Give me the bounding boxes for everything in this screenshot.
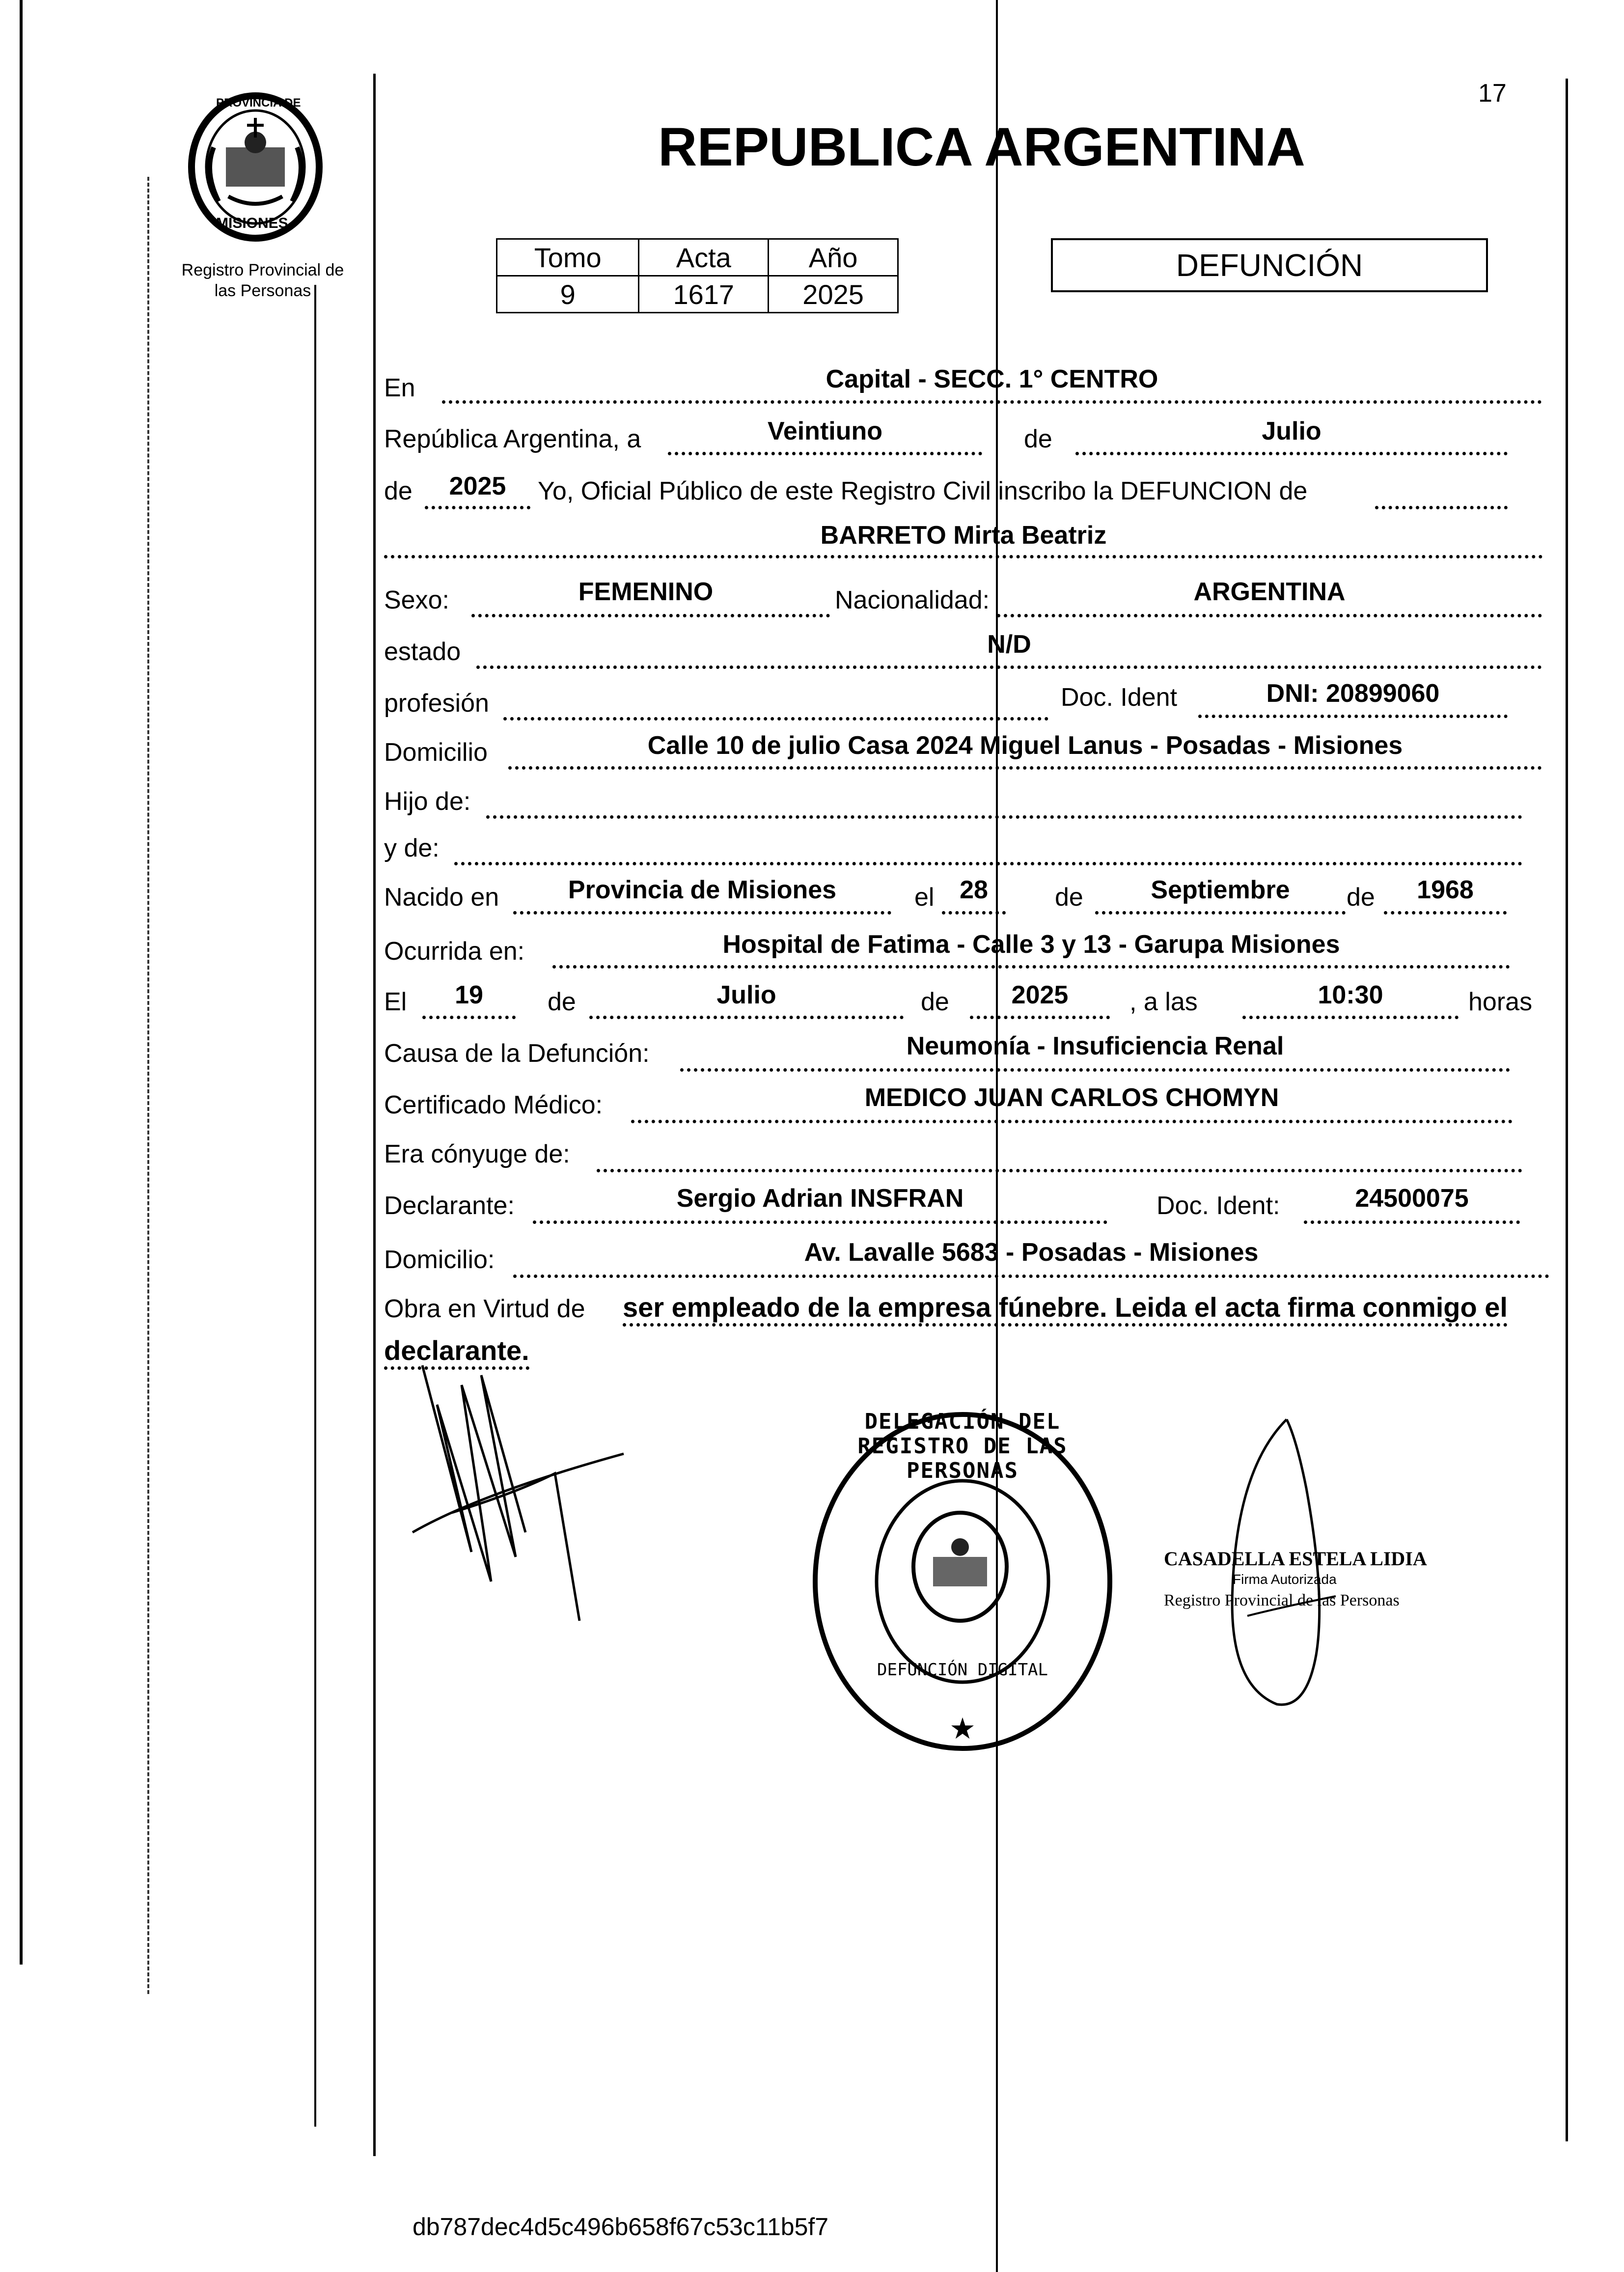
el-label: el xyxy=(914,883,935,912)
obra-text-line1: ser empleado de la empresa fúnebre. Leida el acta firma conmigo el xyxy=(623,1292,1508,1327)
sexo-value: FEMENINO xyxy=(578,578,714,606)
yo-statement: Yo, Oficial Público de este Registro Civil inscribo la DEFUNCION de xyxy=(538,477,1308,505)
declarante-label: Declarante: xyxy=(384,1191,515,1220)
defuncion-de-line xyxy=(1375,506,1508,509)
profesion-line xyxy=(503,717,1048,720)
registry-value-acta: 1617 xyxy=(639,276,769,313)
declarante-line xyxy=(533,1220,1107,1224)
hijo-de-label: Hijo de: xyxy=(384,787,471,816)
margin-line-2 xyxy=(373,74,376,2156)
registry-value-row xyxy=(497,276,898,313)
de-label-1: de xyxy=(1024,425,1052,453)
ocurrida-en-label: Ocurrida en: xyxy=(384,937,525,966)
document-hash: db787dec4d5c496b658f67c53c11b5f7 xyxy=(413,2213,829,2241)
death-month-line xyxy=(589,1016,904,1019)
registry-header-row xyxy=(497,239,898,276)
right-margin-line xyxy=(1566,79,1568,2141)
nacionalidad-value: ARGENTINA xyxy=(1193,578,1346,606)
y-de-line xyxy=(454,862,1522,865)
conyuge-label: Era cónyuge de: xyxy=(384,1140,570,1168)
domicilio-label: Domicilio xyxy=(384,738,488,767)
death-day-line xyxy=(422,1016,516,1019)
doc-ident-label: Doc. Ident xyxy=(1061,683,1178,712)
de-label-2: de xyxy=(384,477,413,505)
svg-text:★: ★ xyxy=(949,1712,976,1746)
conyuge-line xyxy=(597,1169,1522,1172)
day-words-line xyxy=(668,452,982,455)
deceased-name-value: BARRETO Mirta Beatriz xyxy=(820,521,1107,550)
profesion-label: profesión xyxy=(384,689,489,718)
year-value: 2025 xyxy=(449,472,506,500)
y-de-label: y de: xyxy=(384,834,440,862)
left-edge-line xyxy=(20,0,23,1965)
birth-year-line xyxy=(1384,911,1507,914)
obra-text-line2: declarante. xyxy=(384,1335,529,1370)
nacido-en-line xyxy=(513,911,891,914)
margin-line-1 xyxy=(314,285,316,2127)
causa-value: Neumonía - Insuficiencia Renal xyxy=(906,1032,1284,1060)
left-dash-line xyxy=(147,177,149,1994)
death-time-value: 10:30 xyxy=(1318,981,1383,1009)
seal-text-bottom: MISIONES xyxy=(216,215,288,231)
month-line xyxy=(1075,452,1508,455)
sexo-line xyxy=(471,614,830,617)
nacionalidad-label: Nacionalidad: xyxy=(835,586,990,614)
day-words-value: Veintiuno xyxy=(768,417,882,445)
death-month-value: Julio xyxy=(716,981,776,1009)
signer-role: Firma Autorizada xyxy=(1233,1572,1337,1587)
estado-value: N/D xyxy=(987,630,1031,659)
registry-header-anio: Año xyxy=(769,239,898,276)
registry-name-line2: las Personas xyxy=(214,281,311,300)
doc-ident-line-2 xyxy=(1304,1220,1520,1224)
registry-header-acta: Acta xyxy=(639,239,769,276)
declarante-value: Sergio Adrian INSFRAN xyxy=(676,1184,964,1213)
birth-year-value: 1968 xyxy=(1417,876,1474,904)
month-value: Julio xyxy=(1262,417,1321,445)
de-label-6: de xyxy=(921,988,949,1016)
certificado-line xyxy=(631,1120,1513,1123)
location-value: Capital - SECC. 1° CENTRO xyxy=(826,365,1158,393)
stamp-ring-text: DELEGACIÓN DEL REGISTRO DE LAS PERSONAS xyxy=(857,1409,1068,1483)
page-number: 17 xyxy=(1478,79,1507,108)
ocurrida-en-line xyxy=(552,965,1510,969)
center-fold-line xyxy=(996,0,998,2272)
de-label-5: de xyxy=(548,988,576,1016)
domicilio-line-2 xyxy=(513,1275,1549,1278)
page-title: REPUBLICA ARGENTINA xyxy=(658,117,1305,177)
certificado-value: MEDICO JUAN CARLOS CHOMYN xyxy=(864,1083,1279,1112)
de-label-3: de xyxy=(1055,883,1083,912)
ocurrida-en-value: Hospital de Fatima - Calle 3 y 13 - Garupa Misiones xyxy=(722,930,1340,959)
birth-month-line xyxy=(1095,911,1346,914)
registry-header-tomo: Tomo xyxy=(497,239,639,276)
death-year-value: 2025 xyxy=(1011,981,1069,1009)
obra-label: Obra en Virtud de xyxy=(384,1295,585,1323)
year-line xyxy=(425,506,530,509)
doc-ident-line xyxy=(1198,715,1508,718)
registry-name-line1: Registro Provincial de xyxy=(181,261,344,279)
nacido-en-label: Nacido en xyxy=(384,883,499,912)
domicilio-value-2: Av. Lavalle 5683 - Posadas - Misiones xyxy=(804,1238,1259,1267)
doc-type-label: DEFUNCIÓN xyxy=(1176,248,1363,283)
doc-ident-value: DNI: 20899060 xyxy=(1266,679,1440,708)
sexo-label: Sexo: xyxy=(384,586,449,614)
horas-label: horas xyxy=(1468,988,1533,1016)
location-line xyxy=(442,400,1542,404)
doc-ident-value-2: 24500075 xyxy=(1355,1184,1469,1213)
causa-label: Causa de la Defunción: xyxy=(384,1039,650,1068)
declarant-signature xyxy=(393,1346,648,1640)
nacido-en-value: Provincia de Misiones xyxy=(568,876,837,904)
hijo-de-line xyxy=(486,815,1522,819)
death-day-value: 19 xyxy=(455,981,483,1009)
nacionalidad-line xyxy=(997,614,1542,617)
signer-org: Registro Provincial de las Personas xyxy=(1164,1591,1400,1609)
certificado-label: Certificado Médico: xyxy=(384,1091,603,1119)
estado-label: estado xyxy=(384,637,461,666)
causa-line xyxy=(680,1068,1510,1072)
domicilio-label-2: Domicilio: xyxy=(384,1246,495,1274)
estado-line xyxy=(476,665,1542,669)
birth-day-value: 28 xyxy=(960,876,988,904)
deceased-name-line xyxy=(384,555,1543,558)
birth-month-value: Septiembre xyxy=(1151,876,1290,904)
registry-table xyxy=(496,238,899,313)
doc-type-box xyxy=(1051,238,1488,292)
el-label-2: El xyxy=(384,988,407,1016)
doc-ident-label-2: Doc. Ident: xyxy=(1156,1191,1280,1220)
registry-value-anio: 2025 xyxy=(769,276,898,313)
en-label: En xyxy=(384,374,415,402)
signer-name: CASADELLA ESTELA LIDIA xyxy=(1164,1548,1427,1570)
death-time-line xyxy=(1242,1016,1459,1019)
a-las-label: , a las xyxy=(1129,988,1198,1016)
seal-text-top: PROVINCIA DE xyxy=(216,96,301,110)
death-year-line xyxy=(970,1016,1110,1019)
registry-value-tomo: 9 xyxy=(497,276,639,313)
stamp-inner-text: DEFUNCIÓN DIGITAL xyxy=(877,1660,1048,1680)
birth-day-line xyxy=(942,911,1006,914)
domicilio-value: Calle 10 de julio Casa 2024 Miguel Lanus - Posadas - Misiones xyxy=(647,731,1403,760)
domicilio-line xyxy=(508,766,1542,770)
de-label-4: de xyxy=(1347,883,1375,912)
republica-label: República Argentina, a xyxy=(384,425,641,453)
